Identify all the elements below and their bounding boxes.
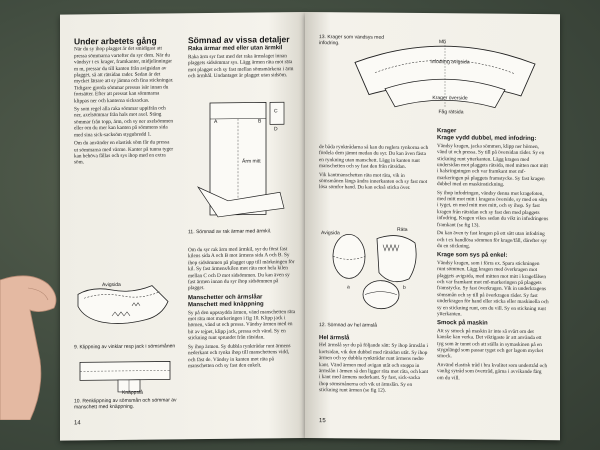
body-text: Vändsy kragen, jacka sömmen, klipp ner hörnen, vänd ut och pressa. Sy till på översidan räder. Sy en stickning runt ytterkanten. Lägg kragen med undersidan mot plaggets rätsida, med mitten mot mitt i halsringningen och var framkant mot mf-markeringen på plaggets framstycke. Sy fast kragen dubbel med en maskinstickning. xyxy=(437,142,548,188)
subheading: Raka ärmar med eller utan ärmkil xyxy=(188,45,283,53)
figure-label: D xyxy=(274,126,278,133)
subheading: Krage vydd dubbel, med infodring: xyxy=(437,135,537,143)
figure-9 xyxy=(72,275,180,338)
body-text: Om du syr rak ärm med ärmkil, syr du först fast kilens sida A och B mot ärmens sida A och B. Sy ihop sidsömmen på plagget upp till märkningen för kil. Sy fast ärmens/kilen mot räta mot hela kilen mellan C och D mot sidsömmen. Du kan även sy fast ärmen innan du syr ihop sidsömmen på plagget. xyxy=(188,246,295,292)
figure-12-caption: 12. Sömnad av hel ärmslå xyxy=(319,322,378,329)
figure-label: C xyxy=(274,108,278,115)
left-col-2-lower xyxy=(188,246,296,369)
body-text: Att sy smock på maskin är inte så svårt om det kanske kan verka. Det viktigaste är att använda ett tyg som är tunnt och att ställa in symaskinen på en stygnlängd som passar tyget och ger lagom mycket smock. xyxy=(437,327,544,360)
figure-label: Ärm mitt xyxy=(242,158,261,165)
figure-10-caption: 10. Renklippning av sömsmån och sömmar av manschett med knäppning. xyxy=(74,397,177,411)
figure-11 xyxy=(188,96,296,225)
figure-13-caption: 13. Krager som vändsys med infodring. xyxy=(319,34,385,47)
figure-label: Infodring avigsida xyxy=(430,59,470,66)
body-text: Sy som regel alla raka sömmar uppifrån och ner, axelsömmar från hals mot axel. Stäng sömmar från topp, ärm, och sy ner axelsömmen eller om du mer kan kanten på sömmens sida med sina sick-sacksöm stygnbredd 1. xyxy=(74,105,173,139)
figure-label: Räta xyxy=(397,226,408,233)
figure-label: Avigsida xyxy=(321,230,340,237)
section-heading: Under arbetets gång xyxy=(74,35,157,47)
right-col-2 xyxy=(437,125,549,382)
subheading: Hel ärmslå xyxy=(319,335,350,342)
hand-image xyxy=(0,270,62,420)
figure-9-caption: 9. Klippning av vinklar resp jack i sömsmånen xyxy=(74,343,176,351)
figure-label: Krager överside xyxy=(432,95,468,102)
figure-label: Mb xyxy=(439,39,446,46)
section-heading: Sömnad av vissa detaljer xyxy=(188,34,290,46)
body-text: Hel ärmslå syr du på följande sätt: Sy ihop ärmslån i kortsidan, vik den dubbel med rätsidan utåt. Sy ihop ärmen och sy dubbla rynktrådar runt ärmens nedre kant. Vänd ärmen med avigan utåt och stoppa in ärmslån i ärmen så den ligger räta mot räta, och kant i kant med ärmens nederkant. Sy fast, sick-sacka ihop sömsmånerna och vik ut ärmslån. Sy en stickning runt ärmen (se fig 12). xyxy=(319,342,429,394)
page-number: 14 xyxy=(74,420,81,427)
subheading: Krage som sys på enkel: xyxy=(437,252,508,260)
body-text: När du sy ihop plagget är det smidigast att pressa sömmarna vartefter du syr dem. När du vändsyr t ex krager, framkanter, midjelinningar m m, pressar du till kanten från avigsidan av plagget, så att rätsidan rader. Sedan är det mycket lättare att sy jämna och fina stickningar. Tidigare gjorda sömmar pressas isär innan du fortsätter. Efter att pressat kan sömmarna klippas ner och kanterna sicksackas. xyxy=(74,45,174,105)
right-col-1 xyxy=(319,144,429,192)
subheading: Krager xyxy=(437,128,457,135)
body-text: Vändsy kragen, som i förra ex. Spara stickningen runt sömmen. Lägg kragen med överkragen mot plaggets avigsida, med mitten mot mitt i kragefålsen och var framkant mot mf-markeringen på plaggets framstycke. Sy fast överkragen. Vik in underkragens sömsmån och sy till på överkragen räder. Sy fast underkragen för hand eller sticka eller maskinella och sy en stickning runt, om du vill. Sy en stickning runt ytterkanten. xyxy=(437,259,549,318)
figure-10 xyxy=(74,355,178,398)
body-text: Sy ihop ärmen. Sy dubbla rynktrådar runt ärmens nederkant och rynka ihop till manschettens vidd, och fäst de. Vändsy in kanten mot räta på manschetten och sy fast den enkelt. xyxy=(188,342,291,370)
body-text: Sy på den uppsaydda ärmen, vänd manschetten räta mot räta mot markeringen i fig 10. Klipp jack i hörnen, vänd ut och pressa. Vändsy ärmen med en bit av tejpet, klipp jack, pressa och vänd. Sy en stickning runt sprundet från rätsidan. xyxy=(188,308,296,342)
body-text: de båda rynktrådarna så kan du reglera rynkorna och fördela dem jämnt medan du syr. Du kan även fästa en rynkning utan manschett. Lägg in kanten runt manschetten och sy fast den från rätsidan. xyxy=(319,144,429,171)
left-col-2 xyxy=(188,36,296,80)
figure-label: b xyxy=(403,284,406,291)
figure-13 xyxy=(345,32,545,124)
body-text: Sy ihop infodringen, vändsy denna mot kragefoten, med mitt mot mitt i kragens överside, sy med en söm i tyget, en med mitt mot mitt, och sy ihop. Sy fast kragen från rätsidan och sy fast den med plaggets infodring. Kragen vikes sedan du vikt in infodringens framkant (se fig 13). xyxy=(437,189,549,229)
body-text: Om du använder en elastisk söm får du pressa ut sömmarna med värme. Kanter på tunna tyger kan behöva fållas och sys ihop med en extra söm. xyxy=(74,139,174,166)
open-book xyxy=(60,12,560,438)
figure-label: a xyxy=(347,284,350,291)
body-text: Du kan även ty fast kragen på ett sätt utan infodring och t ex bandlösa sömmen för krage/fåll, därefter syr du en stickning. xyxy=(437,230,547,250)
sleeve-seam-illustration xyxy=(72,275,180,338)
figure-label: B xyxy=(258,118,262,125)
figure-label: Fåg rätsida xyxy=(438,109,464,116)
right-col-1-lower xyxy=(319,332,429,395)
body-text: Vik kantmanschetten räta mot räta, vik in sömsmånen längs ändra innerkanten och sy fast mot lösa sömfor hand. Du kan också sticka över. xyxy=(319,171,428,192)
subheading: Smock på maskin xyxy=(437,320,488,327)
subheading: Manschetter och ärmslåar xyxy=(188,294,263,302)
left-page xyxy=(60,12,305,441)
left-col-1 xyxy=(74,37,174,166)
figure-11-caption: 11. Sömnad av rak ärmar med ärmkil. xyxy=(188,228,272,236)
sleeve-cuff-illustration xyxy=(319,222,429,319)
figure-12 xyxy=(319,222,429,319)
right-page xyxy=(305,12,560,440)
subheading: Manschett med knäppning xyxy=(188,301,264,309)
body-text: Raka ärm syr fast med det raka ärmslaget innan plaggets sidsömmar sys. Lägg ärmen räta mot räta mot plagget och sy fast mellan sömsmärkena i ärm och ärmhål. Undantaget är plagget utan sidsöm. xyxy=(188,53,294,80)
figure-label: Avigsida xyxy=(102,281,121,289)
figure-label: Knäppslå xyxy=(122,389,143,396)
body-text: Använd elastisk tråd i bra kvalitet som undertråd och vanlig sytråd som övertråd, gärna i avvikande färg om du vill. xyxy=(437,361,548,381)
figure-label: A xyxy=(214,118,218,125)
page-number: 15 xyxy=(319,418,326,425)
